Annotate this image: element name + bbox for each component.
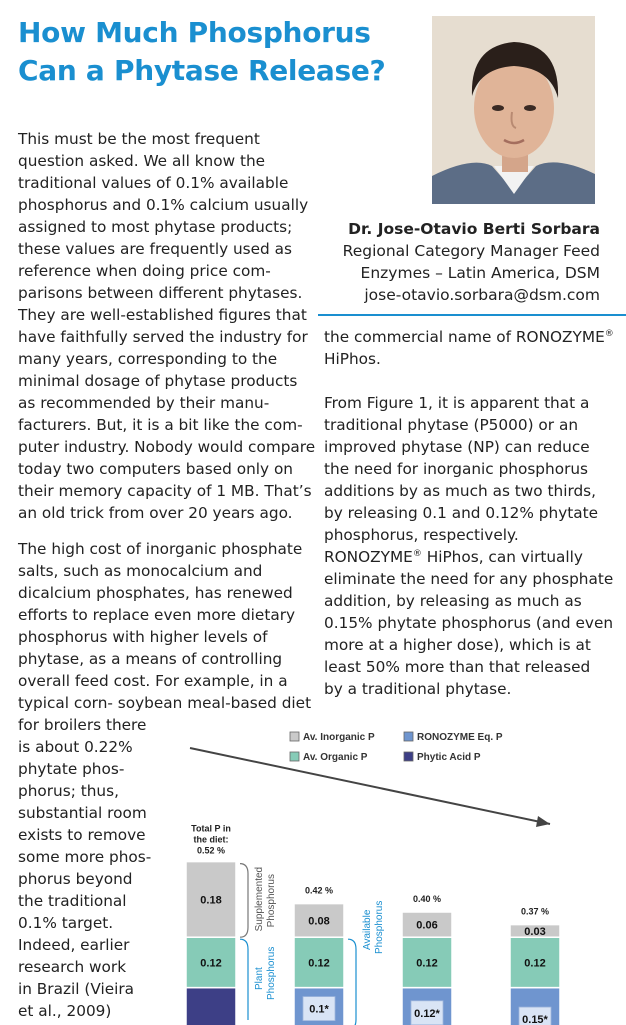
right-p1-line-2: HiPhos.	[324, 350, 381, 368]
right-paragraph-2b	[324, 546, 613, 700]
text-line: phosphorus and 0.1% calcium usually	[18, 196, 309, 214]
text-line: by releasing 0.1 and 0.12% phytate	[324, 504, 599, 522]
total-label: 0.37 %	[520, 906, 550, 917]
text-line: salts, such as monocalcium and	[18, 562, 263, 580]
supplemented-bracket	[240, 864, 248, 938]
text-line: their memory capacity of 1 MB. That’s	[18, 482, 312, 500]
text-line: This must be the most frequent	[18, 130, 260, 148]
legend-label: RONOZYME Eq. P	[417, 732, 503, 743]
registered-mark-2: ®	[412, 548, 422, 559]
text-line: phosphorus with higher levels of	[18, 628, 268, 646]
text-line: these values are frequently used as	[18, 240, 292, 258]
bar-value-label: 0.06	[416, 919, 438, 932]
right-p1-line-1: the commercial name of RONOZYME	[324, 328, 605, 346]
bar-value-label: 0.12	[416, 957, 438, 970]
text-line: phorus beyond	[18, 870, 133, 888]
legend-swatch	[404, 752, 413, 761]
author-photo	[432, 16, 595, 204]
text-line: dicalcium phosphates, has renewed	[18, 584, 293, 602]
text-line: improved phytase (NP) can reduce	[324, 438, 590, 456]
text-line: is about 0.22%	[18, 738, 133, 756]
bar-value-label: 0.15*	[522, 1014, 548, 1025]
supplemented-label-2: Phosphorus	[266, 874, 277, 928]
text-line: for broilers there	[18, 716, 147, 734]
available-label-2: Phosphorus	[374, 900, 385, 954]
text-line: have faithfully served the industry for	[18, 328, 308, 346]
bar-value-label: 0.12	[308, 957, 330, 970]
text-line: by a traditional phytase.	[324, 680, 512, 698]
text-line: an old trick from over 20 years ago.	[18, 504, 293, 522]
author-name: Dr. Jose-Otavio Berti Sorbara	[348, 220, 600, 238]
text-line: puter industry. Nobody would compare	[18, 438, 316, 456]
bar-value-label: 0.12	[200, 957, 222, 970]
available-label: Available	[362, 909, 373, 950]
author-email[interactable]: jose-otavio.sorbara@dsm.com	[364, 286, 600, 304]
stacked-bar-chart	[150, 728, 626, 1025]
text-line: phytate phos-	[18, 760, 125, 778]
author-portrait-icon	[432, 16, 595, 204]
left-paragraph-1	[18, 128, 315, 524]
text-line: minimal dosage of phytase products	[18, 372, 298, 390]
text-line: et al., 2009)	[18, 1002, 112, 1020]
text-line: question asked. We all know the	[18, 152, 266, 170]
text-line: as recommended by their manu-	[18, 394, 270, 412]
text-line: more at a higher dose), which is at	[324, 636, 591, 654]
total-label: Total P in	[191, 823, 231, 834]
trend-arrow-head-icon	[536, 816, 550, 827]
bar-value-label: 0.03	[524, 925, 546, 938]
divider-rule	[318, 314, 626, 316]
text-line: They are well-established figures that	[18, 306, 307, 324]
text-line: phorus; thus,	[18, 782, 119, 800]
text-line: substantial room	[18, 804, 147, 822]
text-line: parisons between different phytases.	[18, 284, 303, 302]
legend-swatch	[404, 732, 413, 741]
legend-label: Av. Inorganic P	[303, 732, 375, 743]
text-line: additions by as much as two thirds,	[324, 482, 597, 500]
text-line: many years, corresponding to the	[18, 350, 278, 368]
text-line: some more phos-	[18, 848, 152, 866]
text-line: facturers. But, it is a bit like the com-	[18, 416, 303, 434]
text-line: efforts to replace even more dietary	[18, 606, 296, 624]
trend-arrow-line	[190, 748, 550, 824]
author-role-1: Regional Category Manager Feed	[342, 242, 600, 260]
plant-label-2: Phosphorus	[266, 946, 277, 1000]
plant-label: Plant	[254, 967, 265, 990]
article-title	[18, 14, 386, 90]
text-line: least 50% more than that released	[324, 658, 591, 676]
phosphorus-chart	[150, 728, 626, 1025]
author-byline	[343, 218, 600, 306]
title-line-2: Can a Phytase Release?	[18, 54, 386, 87]
text-line: phosphorus, respectively.	[324, 526, 519, 544]
bar-value-label: 0.08	[308, 915, 330, 928]
legend-swatch	[290, 752, 299, 761]
ronozyme-brand: RONOZYME	[324, 548, 413, 566]
available-bracket	[348, 939, 356, 1025]
text-line: typical corn- soybean meal-based diet	[18, 694, 312, 712]
total-label: the diet:	[193, 834, 229, 845]
text-line: the traditional	[18, 892, 127, 910]
text-line: phytase, as a means of controlling	[18, 650, 283, 668]
text-line: From Figure 1, it is apparent that a	[324, 394, 590, 412]
text-line: assigned to most phytase products;	[18, 218, 293, 236]
ronozyme-rest: HiPhos, can virtually	[421, 548, 583, 566]
text-line: in Brazil (Vieira	[18, 980, 135, 998]
text-line: eliminate the need for any phosphate	[324, 570, 614, 588]
total-label: 0.40 %	[412, 894, 442, 904]
text-line: traditional phytase (P5000) or an	[324, 416, 579, 434]
right-paragraph-1	[324, 326, 614, 370]
right-paragraph-2	[324, 392, 598, 546]
legend-swatch	[290, 732, 299, 741]
bar-value-label: 0.12	[524, 957, 546, 970]
text-line: reference when doing price com-	[18, 262, 271, 280]
text-line: 0.15% phytate phosphorus (and even	[324, 614, 614, 632]
total-label: 0.42 %	[304, 885, 334, 896]
legend-label: Av. Organic P	[303, 752, 368, 763]
text-line: research work	[18, 958, 127, 976]
bar-value-label: 0.18	[200, 894, 222, 907]
supplemented-label: Supplemented	[254, 866, 265, 932]
total-label: 0.52 %	[196, 845, 226, 856]
text-line: Indeed, earlier	[18, 936, 130, 954]
registered-mark: ®	[604, 328, 614, 339]
legend-label: Phytic Acid P	[417, 752, 481, 763]
plant-bracket	[240, 939, 248, 1020]
text-line: overall feed cost. For example, in a	[18, 672, 288, 690]
bar-value-label: 0.1*	[309, 1003, 329, 1016]
text-line: 0.1% target.	[18, 914, 114, 932]
text-line: addition, by releasing as much as	[324, 592, 582, 610]
bar-value-label: 0.12*	[414, 1007, 440, 1020]
author-role-2: Enzymes – Latin America, DSM	[360, 264, 600, 282]
text-line: exists to remove	[18, 826, 146, 844]
bar-segment	[186, 988, 236, 1025]
left-paragraph-2	[18, 538, 311, 736]
text-line: traditional values of 0.1% available	[18, 174, 289, 192]
text-line: the need for inorganic phosphorus	[324, 460, 589, 478]
text-line: today two computers based only on	[18, 460, 294, 478]
left-narrow-column	[18, 736, 151, 1022]
title-line-1: How Much Phosphorus	[18, 16, 371, 49]
text-line: The high cost of inorganic phosphate	[18, 540, 303, 558]
